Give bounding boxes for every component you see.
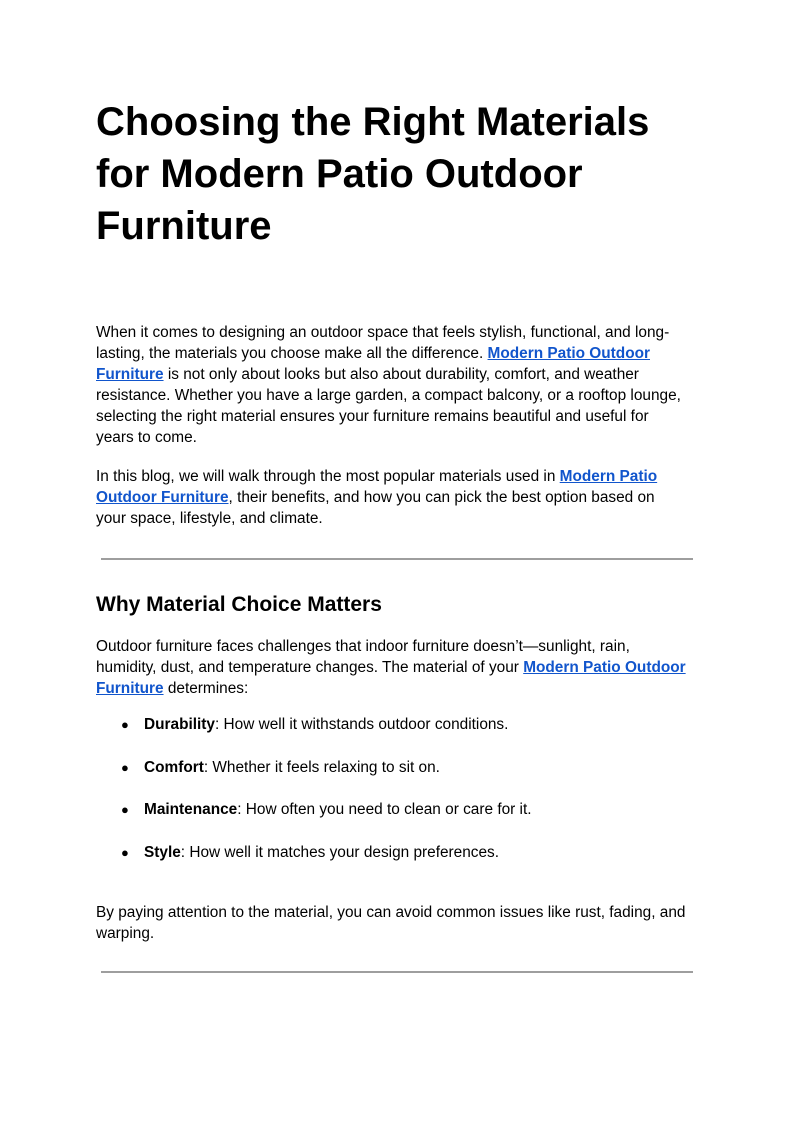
section-heading: Why Material Choice Matters [96, 593, 382, 616]
blog-intro-paragraph [96, 466, 688, 529]
list-item-term: Durability [144, 716, 215, 733]
modern-patio-link[interactable]: Modern Patio Outdoor Furniture [96, 659, 686, 697]
bullet-icon: ● [121, 759, 129, 775]
list-item-text: : How well it withstands outdoor conditions. [214, 716, 509, 733]
intro-paragraph [96, 322, 688, 448]
page-title: Choosing the Right Materials for Modern Patio Outdoor Furniture [96, 100, 650, 248]
section-text-1: Outdoor furniture faces challenges that indoor furniture doesn’t—sunlight, rain, humidity, dust, and temperature changes. The material of your [96, 638, 630, 676]
intro-text-2: is not only about looks but also about durability, comfort, and weather resistance. Whether you have a large garden, a compact balcony, or a rooftop lounge, selecting the right material ensures your furniture remains beautiful and useful for years to come. [96, 366, 681, 446]
list-item-text: : How often you need to clean or care for it. [237, 801, 532, 818]
intro-text-1: When it comes to designing an outdoor space that feels stylish, functional, and long-lasting, the materials you choose make all the difference. [96, 324, 670, 362]
blog-intro-text-1: In this blog, we will walk through the most popular materials used in [96, 468, 560, 485]
bullet-icon: ● [121, 717, 129, 732]
blog-intro-text-2: , their benefits, and how you can pick the best option based on your space, lifestyle, and climate. [96, 489, 655, 527]
closing-paragraph: By paying attention to the material, you can avoid common issues like rust, fading, and warping. [96, 904, 686, 942]
modern-patio-link[interactable]: Modern Patio Outdoor Furniture [96, 468, 658, 506]
list-item-term: Maintenance [144, 801, 238, 818]
list-item [96, 842, 532, 863]
section-divider [101, 558, 693, 560]
list-item [96, 757, 532, 778]
section-paragraph [96, 636, 688, 699]
bullet-icon: ● [121, 802, 129, 817]
bullet-icon: ● [121, 844, 129, 860]
material-factors-list [96, 714, 532, 884]
list-item-text: : Whether it feels relaxing to sit on. [203, 758, 440, 776]
list-item-term: Comfort [144, 758, 204, 776]
list-item-text: : How well it matches your design preferences. [180, 843, 500, 861]
list-item [96, 714, 532, 735]
section-divider [101, 971, 693, 973]
section-text-2: determines: [163, 680, 249, 697]
list-item-term: Style [144, 843, 181, 861]
list-item [96, 799, 532, 820]
modern-patio-link[interactable]: Modern Patio Outdoor Furniture [96, 345, 650, 383]
